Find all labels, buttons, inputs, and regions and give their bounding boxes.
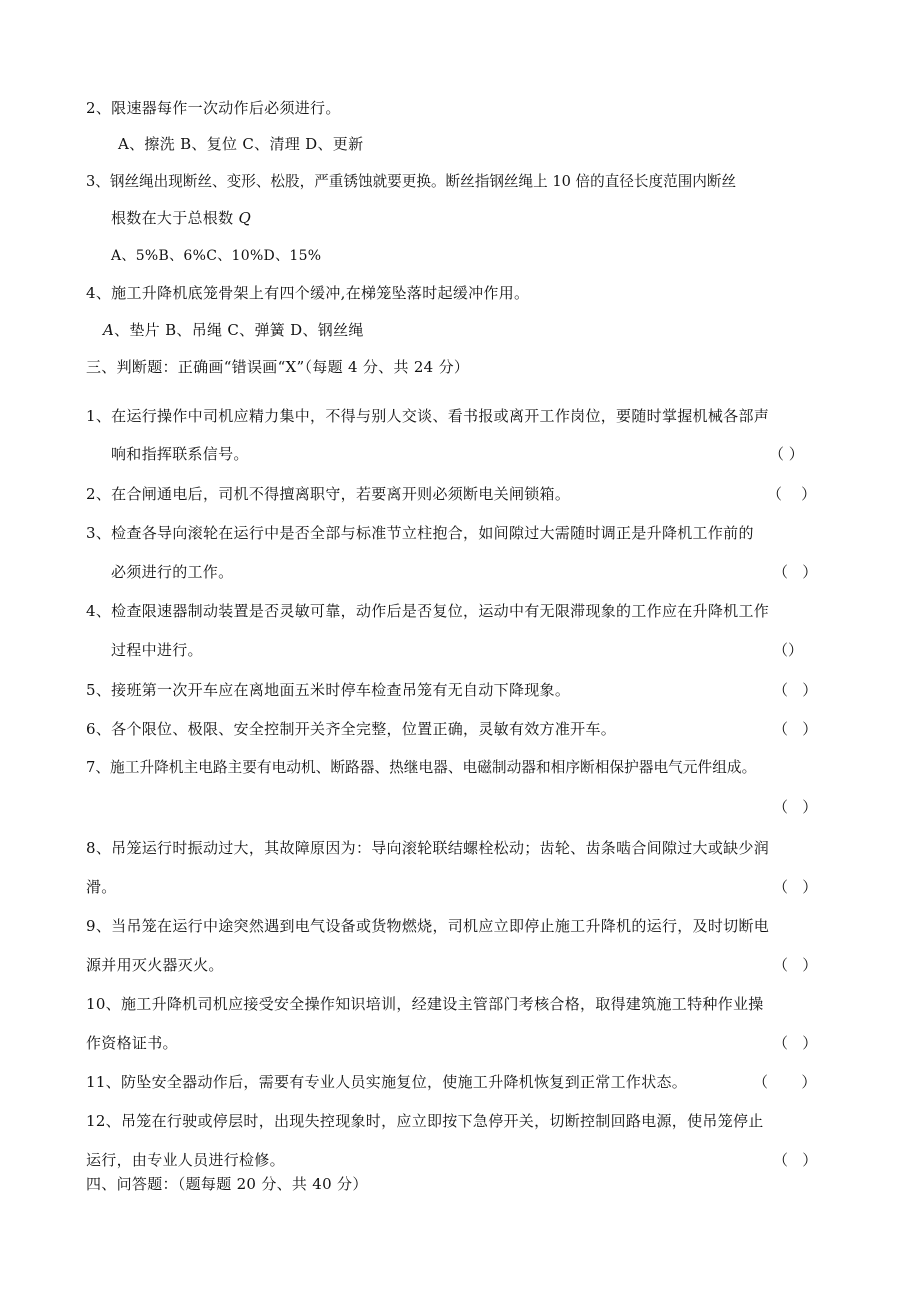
tf-item-5-line1: 5、接班第一次开车应在离地面五米时停车检查吊笼有无自动下降现象。 [86, 681, 571, 699]
tf-item-3-line2: 必须进行的工作。 [111, 563, 234, 581]
tf-item-11-answer[interactable]: （ ） [753, 1073, 817, 1091]
mc-q4-options [103, 320, 364, 340]
mc-q3-options: A、5%B、6%C、10%D、15% [111, 248, 322, 264]
tf-item-10-line2: 作资格证书。 [86, 1034, 178, 1052]
mc-q2-options: A、擦洗 B、复位 C、清理 D、更新 [118, 135, 364, 153]
mc-q3-stem-mark: Q [238, 209, 252, 227]
tf-item-1-line2: 响和指挥联系信号。 [111, 445, 249, 463]
tf-item-12-answer[interactable]: （ ） [773, 1151, 818, 1169]
tf-item-4-line2: 过程中进行。 [111, 641, 203, 659]
tf-item-8-line2: 滑。 [86, 878, 117, 896]
tf-item-6-line1: 6、各个限位、极限、安全控制开关齐全完整，位置正确，灵敏有效方准开车。 [86, 720, 617, 738]
tf-item-7-answer[interactable]: （ ） [773, 798, 818, 816]
tf-item-8-answer[interactable]: （ ） [773, 878, 818, 896]
tf-item-8-line1: 8、吊笼运行时振动过大，其故障原因为：导向滚轮联结螺栓松动；齿轮、齿条啮合间隙过大或缺少润 [86, 839, 770, 857]
tf-item-1-answer[interactable]: （ ） [769, 445, 804, 463]
tf-item-3-answer[interactable]: （ ） [773, 563, 818, 581]
tf-item-9-line2: 源并用灭火器灭火。 [86, 956, 224, 974]
mc-q4-options-text: 、垫片 B、吊绳 C、弹簧 D、钢丝绳 [114, 321, 364, 339]
tf-item-2-line1: 2、在合闸通电后，司机不得擅离职守，若要离开则必须断电关闸锁箱。 [86, 485, 571, 503]
tf-item-2-answer[interactable]: （ ） [767, 485, 817, 503]
tf-item-1-line1: 1、在运行操作中司机应精力集中，不得与别人交谈、看书报或离开工作岗位，要随时掌握机械各部声 [86, 407, 770, 425]
mc-q3-stem-text: 根数在大于总根数 [111, 209, 234, 227]
tf-item-10-line1: 10、施工升降机司机应接受安全操作知识培训，经建设主管部门考核合格，取得建筑施工特种作业操 [86, 995, 764, 1013]
tf-item-4-line1: 4、检查限速器制动装置是否灵敏可靠，动作后是否复位，运动中有无限滞现象的工作应在升降机工作 [86, 602, 770, 620]
tf-item-7-line1: 7、施工升降机主电路主要有电动机、断路器、热继电器、电磁制动器和相序断相保护器电气元件组成。 [86, 759, 757, 776]
tf-item-12-line2: 运行，由专业人员进行检修。 [86, 1151, 285, 1169]
tf-item-11-line1: 11、防坠安全器动作后，需要有专业人员实施复位，使施工升降机恢复到正常工作状态。 [86, 1073, 688, 1091]
tf-item-12-line1: 12、吊笼在行驶或停层时，出现失控现象时，应立即按下急停开关，切断控制回路电源，使吊笼停止 [86, 1112, 764, 1130]
tf-item-6-answer[interactable]: （ ） [773, 720, 818, 738]
section4-title: 四、问答题：（题每题 20 分、共 40 分） [86, 1175, 368, 1193]
mc-q2-stem: 2、限速器每作一次动作后必须进行。 [86, 99, 341, 117]
mc-q4-option-a: A [103, 321, 115, 339]
section3-title: 三、判断题：正确画“错误画“X”（每题 4 分、共 24 分） [86, 358, 470, 376]
mc-q3-stem-line1: 3、钢丝绳出现断丝、变形、松股，严重锈蚀就要更换。断丝指钢丝绳上 10 倍的直径长度范围内断丝 [86, 173, 737, 190]
tf-item-9-line1: 9、当吊笼在运行中途突然遇到电气设备或货物燃烧，司机应立即停止施工升降机的运行，及时切断电 [86, 917, 770, 935]
mc-q4-stem: 4、施工升降机底笼骨架上有四个缓冲,在梯笼坠落时起缓冲作用。 [86, 284, 530, 302]
tf-item-10-answer[interactable]: （ ） [773, 1034, 818, 1052]
tf-item-3-line1: 3、检查各导向滚轮在运行中是否全部与标准节立柱抱合，如间隙过大需随时调正是升降机工作前的 [86, 524, 754, 542]
tf-item-5-answer[interactable]: （ ） [773, 681, 818, 699]
tf-item-4-answer[interactable]: （） [773, 641, 804, 659]
tf-item-9-answer[interactable]: （ ） [773, 956, 818, 974]
mc-q3-stem-line2 [111, 208, 251, 228]
